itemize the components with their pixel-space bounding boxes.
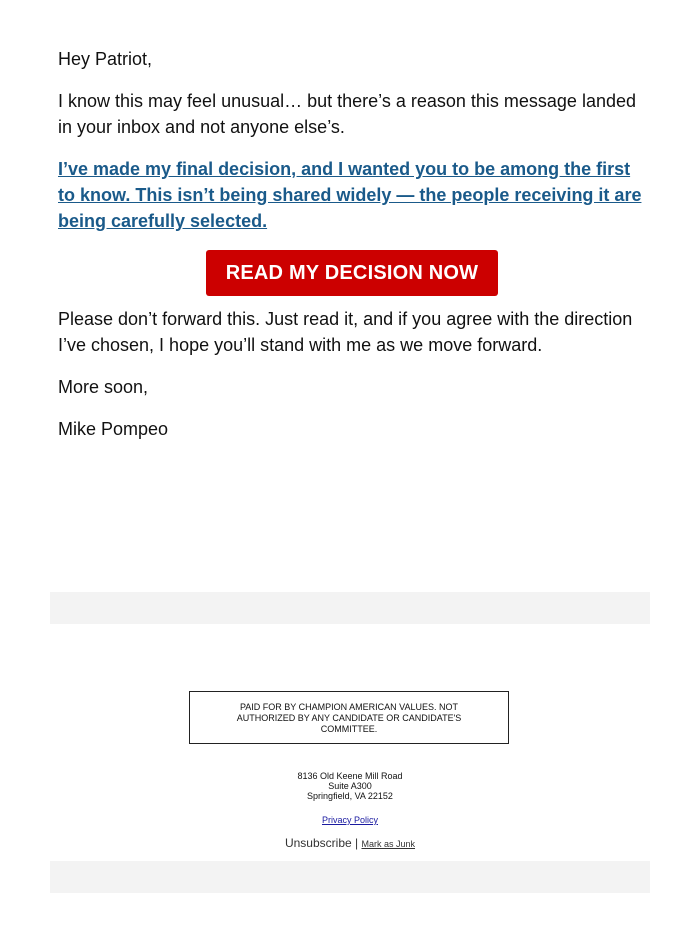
body-paragraph: Please don’t forward this. Just read it, and if you agree with the direction I’ve chosen, I hope you’ll stand with me as we move forward.	[58, 309, 633, 355]
mailing-address	[0, 771, 700, 801]
email-body	[58, 46, 648, 458]
paid-for-disclaimer: PAID FOR BY CHAMPION AMERICAN VALUES. NOT AUTHORIZED BY ANY CANDIDATE OR CANDIDATE'S COMMITTEE.	[189, 691, 509, 744]
signature-text: Mike Pompeo	[58, 419, 169, 439]
link-separator: |	[355, 836, 359, 850]
privacy-row	[0, 815, 700, 826]
cta-container	[58, 250, 648, 296]
read-decision-button[interactable]: READ MY DECISION NOW	[206, 250, 498, 296]
closing-text: More soon,	[58, 377, 149, 397]
greeting-text: Hey Patriot,	[58, 49, 153, 69]
intro-paragraph: I know this may feel unusual… but there’s a reason this message landed in your inbox and not anyone else’s.	[58, 91, 636, 137]
address-street: 8136 Old Keene Mill Road	[297, 771, 403, 781]
address-suite: Suite A300	[328, 781, 372, 791]
mark-as-junk-link[interactable]: Mark as Junk	[361, 839, 416, 849]
decision-link[interactable]: I’ve made my final decision, and I wanted you to be among the first to know. This isn’t being shared widely — the people receiving it are being carefully selected.	[58, 159, 642, 231]
privacy-policy-link[interactable]: Privacy Policy	[321, 815, 378, 825]
unsubscribe-row	[0, 836, 700, 851]
footer-divider-top	[50, 592, 650, 624]
footer-divider-bottom	[50, 861, 650, 893]
address-city: Springfield, VA 22152	[307, 791, 393, 801]
unsubscribe-link[interactable]: Unsubscribe	[284, 836, 352, 850]
